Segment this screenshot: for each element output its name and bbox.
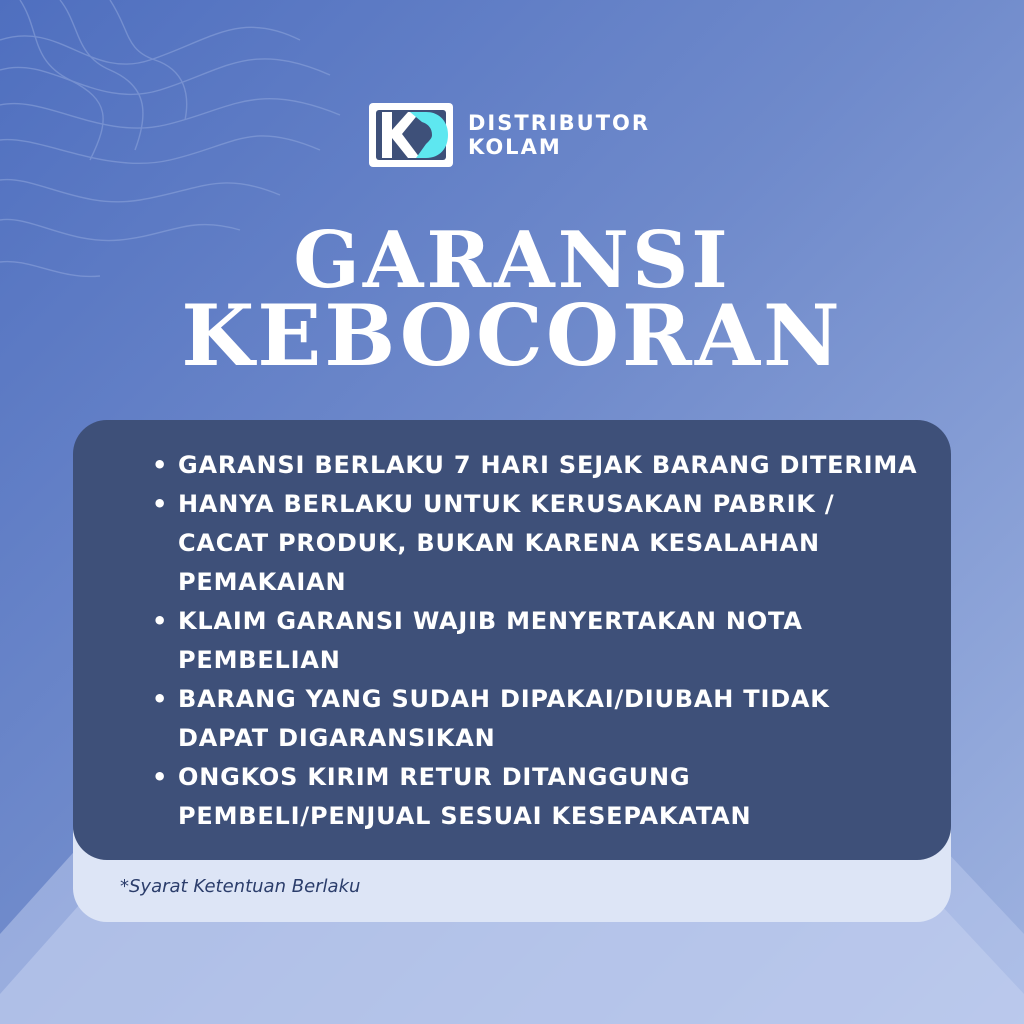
terms-note: *Syarat Ketentuan Berlaku xyxy=(120,876,361,897)
list-item: • HANYA BERLAKU UNTUK KERUSAKAN PABRIK / CACAT PRODUK, BUKAN KARENA KESALAHAN PEMAKAIAN xyxy=(150,485,920,602)
brand-logo xyxy=(368,102,650,168)
terms-list xyxy=(150,446,920,836)
brand-name-line1: DISTRIBUTOR xyxy=(468,111,651,135)
list-item: • ONGKOS KIRIM RETUR DITANGGUNG PEMBELI/PENJUAL SESUAI KESEPAKATAN xyxy=(150,758,920,836)
list-item: • KLAIM GARANSI WAJIB MENYERTAKAN NOTA PEMBELIAN xyxy=(150,602,920,680)
list-item: • GARANSI BERLAKU 7 HARI SEJAK BARANG DITERIMA xyxy=(150,446,920,485)
page-title-line2: KEBOCORAN xyxy=(181,286,843,385)
list-item: • BARANG YANG SUDAH DIPAKAI/DIUBAH TIDAK DAPAT DIGARANSIKAN xyxy=(150,680,920,758)
brand-name-line2: KOLAM xyxy=(468,135,562,159)
brand-name xyxy=(468,111,650,159)
page-title-line1: GARANSI xyxy=(293,215,731,306)
kd-logo-icon xyxy=(368,102,454,168)
